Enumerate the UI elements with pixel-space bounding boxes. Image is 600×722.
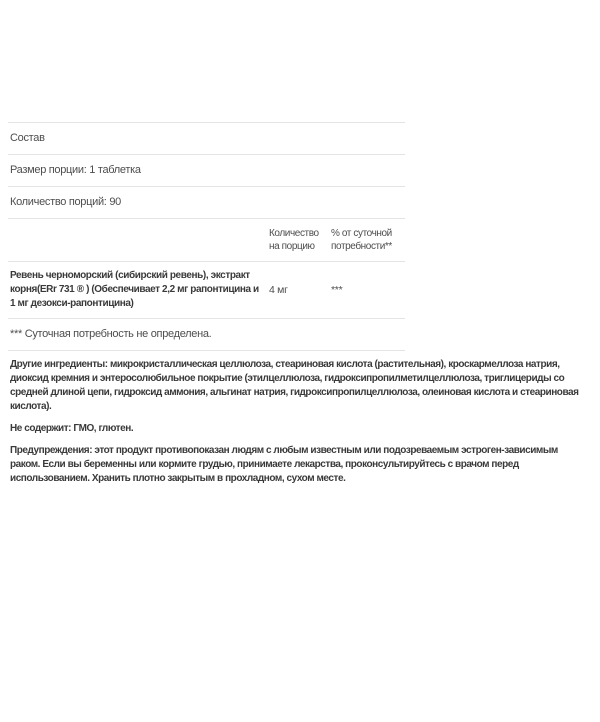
facts-footnote-row	[8, 318, 405, 350]
serving-size-row	[8, 154, 405, 186]
column-header-amount-per-serving: Количество на порцию	[269, 228, 319, 252]
supplement-facts-table	[8, 122, 405, 351]
warnings-text: Предупреждения: этот продукт противопоказан людям с любым известным или подозреваемым эстроген-зависимым раком. Если вы беременны или кормите грудью, принимаете лекарства, проконсультируйтесь с врачом перед использованием. Хранить плотно закрытым в прохладном, сухом месте.	[10, 445, 558, 484]
details-section	[10, 358, 590, 486]
servings-per-container-row	[8, 186, 405, 218]
facts-title-row	[8, 122, 405, 154]
column-header-daily-value: % от суточной потребности**	[331, 228, 392, 252]
facts-header-row	[8, 218, 405, 261]
servings-per-container-text: Количество порций: 90	[10, 196, 121, 208]
facts-title: Состав	[10, 132, 45, 144]
other-ingredients-text: Другие ингредиенты: микрокристаллическая целлюлоза, стеариновая кислота (растительная), кроскармеллоза натрия, диоксид кремния и энтеросолюбильное покрытие (этилцеллюлоза, гидроксипропилметилцеллюлоза, триглицериды со средней длиной цепи, гидроксид аммония, альгинат натрия, гидроксипропилцеллюлоза, олеиновая кислота и стеариновая кислота).	[10, 359, 579, 412]
ingredient-name: Ревень черноморский (сибирский ревень), экстракт корня(ERr 731 ® ) (Обеспечивает 2,2 мг рапонтицина и 1 мг дезокси-рапонтицина)	[10, 270, 259, 309]
ingredient-daily-value: ***	[331, 283, 343, 296]
serving-size-text: Размер порции: 1 таблетка	[10, 164, 141, 176]
facts-footnote-text: *** Суточная потребность не определена.	[10, 328, 212, 340]
supplement-info-page	[0, 122, 600, 486]
table-row	[8, 261, 405, 318]
free-of-text: Не содержит: ГМО, глютен.	[10, 423, 134, 434]
ingredient-amount: 4 мг	[269, 283, 288, 296]
